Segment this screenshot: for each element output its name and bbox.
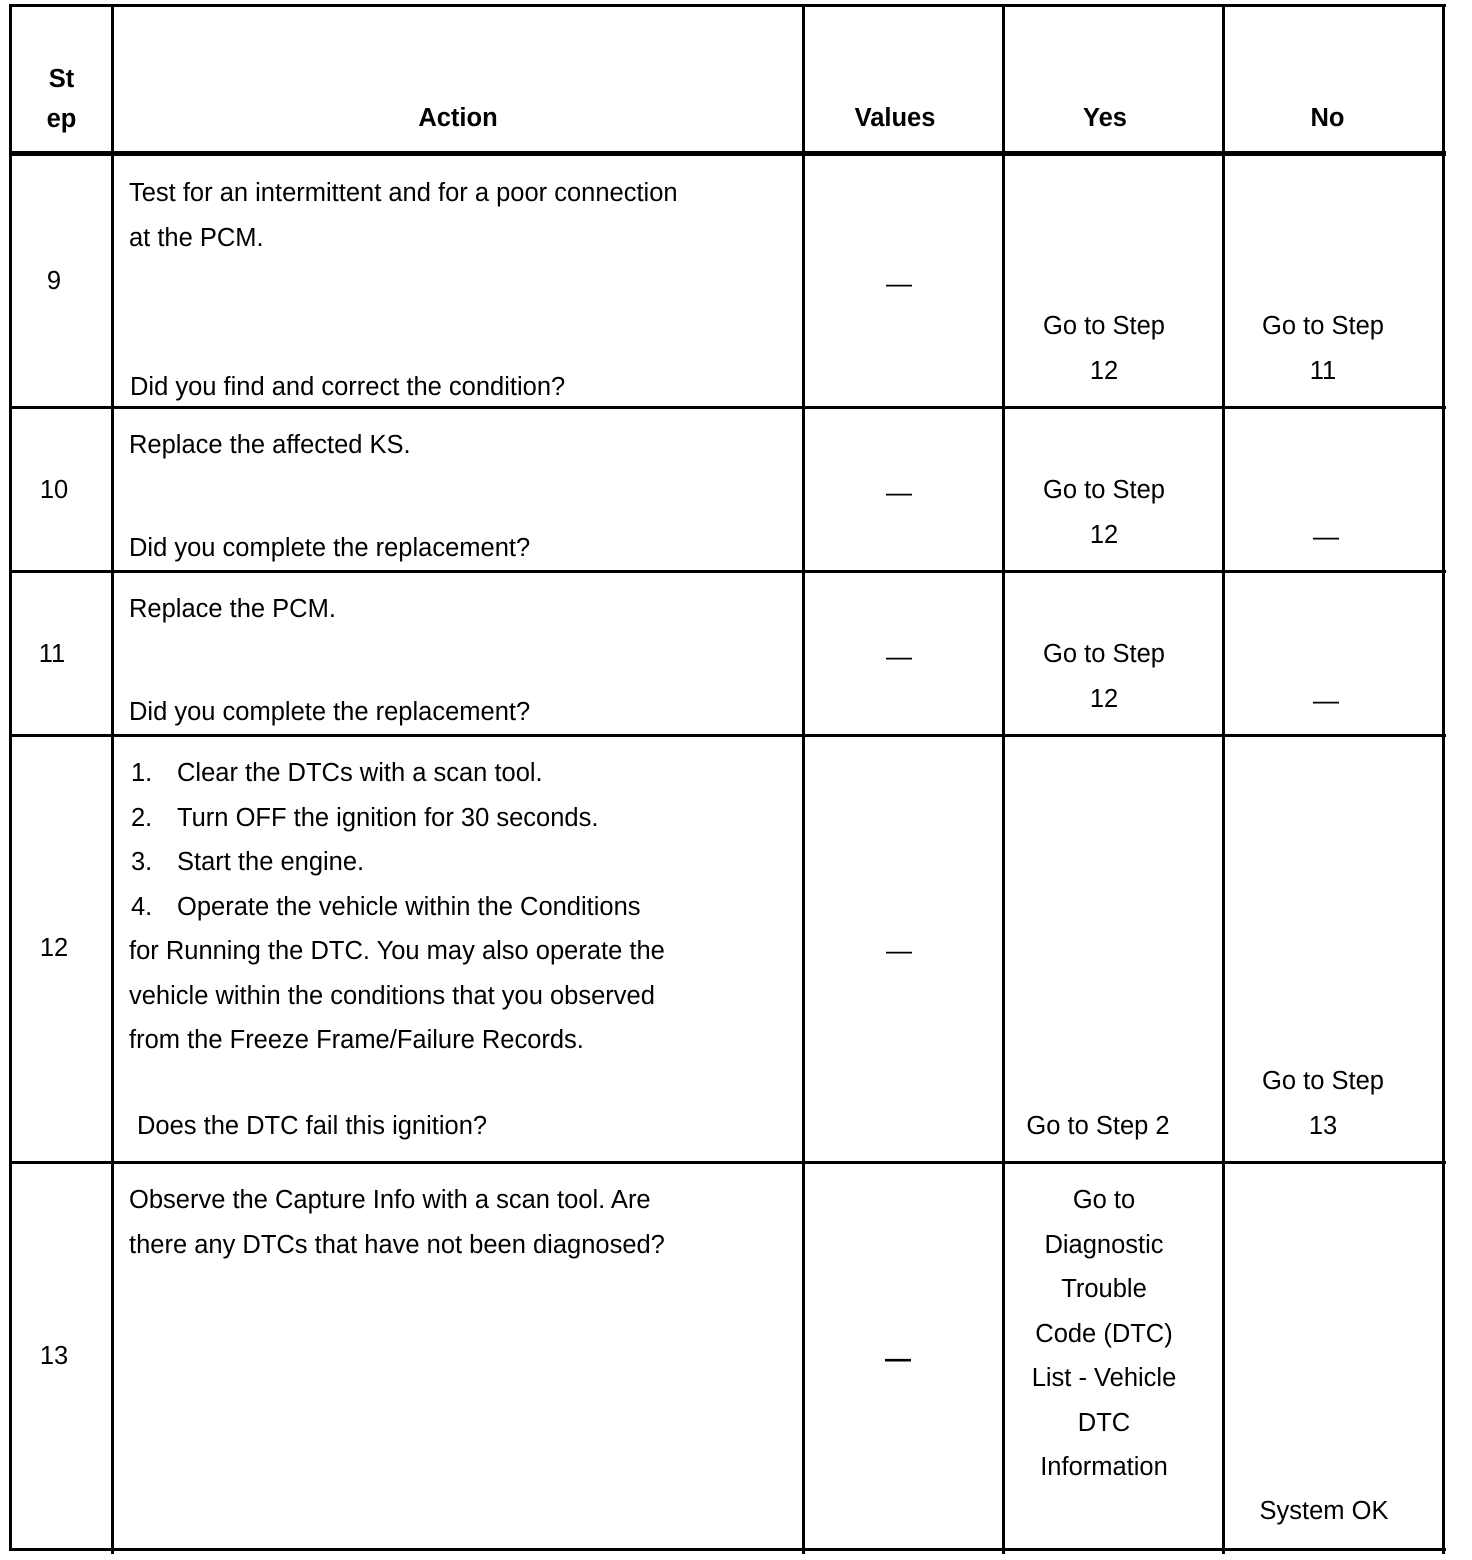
action-question: Did you complete the replacement? [129, 698, 531, 726]
table-border-top [10, 4, 1446, 7]
yes-cell: Go to Step 2 [1026, 1112, 1170, 1140]
header-values: Values [854, 104, 936, 132]
action-text: Replace the PCM. [129, 595, 336, 623]
no-cell: — [1313, 685, 1339, 715]
action-question: Does the DTC fail this ignition? [137, 1112, 488, 1140]
yes-cell: Go to Step 12 [1043, 312, 1165, 385]
no-cell: System OK [1259, 1497, 1389, 1525]
values-cell: — [886, 935, 912, 965]
action-steps-list [129, 751, 641, 929]
action-question: Did you find and correct the condition? [130, 373, 566, 401]
list-item: 1. Clear the DTCs with a scan tool. [131, 759, 543, 787]
action-text-continued: for Running the DTC. You may also operate the vehicle within the conditions that you observed from the Freeze Frame/Failure Records. [129, 937, 665, 1054]
list-item: 3. Start the engine. [131, 848, 365, 876]
action-question: Did you complete the replacement? [129, 534, 531, 562]
list-item: 4. Operate the vehicle within the Conditions [131, 892, 641, 921]
header-action: Action [418, 104, 498, 132]
header-yes: Yes [1083, 104, 1127, 132]
values-cell: — [886, 477, 912, 507]
column-divider [111, 4, 114, 1554]
column-divider [802, 4, 805, 1554]
header-step: St ep [46, 65, 77, 133]
header-no: No [1310, 104, 1345, 132]
list-item: 2. Turn OFF the ignition for 30 seconds. [131, 803, 599, 832]
action-text: Observe the Capture Info with a scan tool. Are there any DTCs that have not been diagnosed? [129, 1186, 665, 1259]
values-cell: — [886, 641, 912, 671]
no-cell: — [1313, 521, 1339, 551]
step-number: 9 [46, 267, 62, 295]
column-divider [1222, 4, 1225, 1554]
step-number: 12 [39, 934, 69, 962]
action-text: Test for an intermittent and for a poor connection at the PCM. [129, 179, 678, 252]
values-cell: — [886, 268, 912, 298]
yes-cell: Go to Diagnostic Trouble Code (DTC) List - Vehicle DTC Information [1031, 1186, 1177, 1481]
yes-cell: Go to Step 12 [1043, 476, 1165, 549]
step-number: 11 [38, 640, 66, 668]
step-number: 13 [39, 1342, 69, 1370]
no-cell: Go to Step 13 [1262, 1067, 1384, 1140]
action-text: Replace the affected KS. [129, 431, 411, 459]
no-cell: Go to Step 11 [1262, 312, 1384, 385]
row-divider [10, 1161, 1446, 1164]
yes-cell: Go to Step 12 [1043, 640, 1165, 713]
table-border-bottom [10, 1548, 1446, 1551]
values-cell: — [885, 1343, 911, 1373]
step-number: 10 [39, 476, 69, 504]
header-divider [10, 151, 1446, 156]
table-border-right [1442, 4, 1445, 1554]
table-border-left [9, 4, 12, 1551]
